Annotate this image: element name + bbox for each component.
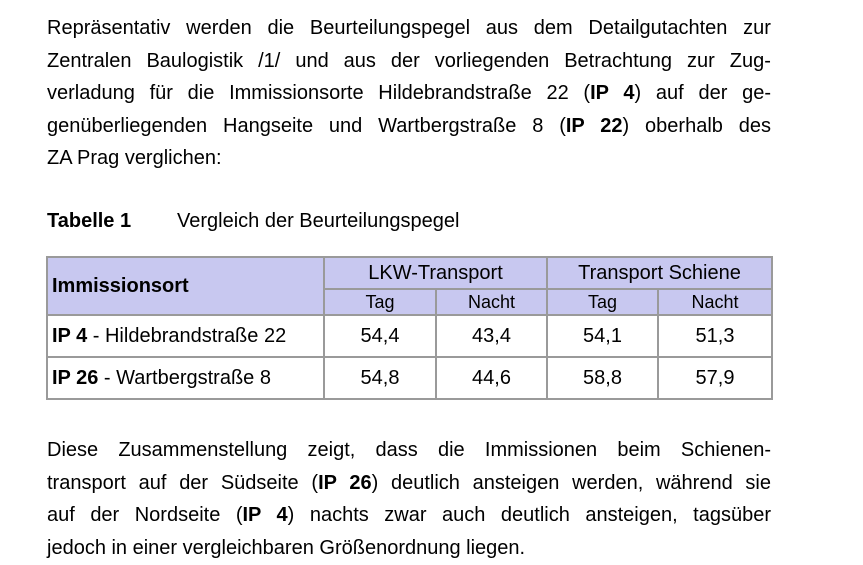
table-row <box>47 315 772 357</box>
header-transport-schiene: Transport Schiene <box>547 257 772 289</box>
intro-line-1 <box>47 12 771 45</box>
table-caption-label: Tabelle 1 <box>47 210 132 232</box>
subheader-lkw-tag: Tag <box>324 289 436 315</box>
word: dem <box>533 17 573 39</box>
word: Betrachtung <box>564 49 673 72</box>
word: werden <box>186 17 252 39</box>
text-run: ) deutlich ansteigen werden, während sie <box>371 471 772 494</box>
conclusion-line-4: jedoch in einer vergleichbaren Größenordnung liegen. <box>47 536 526 559</box>
intro-line-5: ZA Prag verglichen: <box>47 147 222 169</box>
word: zur <box>687 49 715 72</box>
cell-value: 57,9 <box>658 357 772 399</box>
cell-value: 44,6 <box>436 357 547 399</box>
row-name: - Hildebrandstraße 22 <box>87 324 287 347</box>
word: Schienen- <box>680 439 771 461</box>
word: Diese <box>47 439 99 461</box>
word: Immissionen <box>484 439 598 461</box>
intro-paragraph <box>47 12 771 175</box>
row-label <box>47 315 324 357</box>
conclusion-line-2 <box>47 467 771 500</box>
word: und <box>295 49 329 72</box>
comparison-table <box>46 256 773 400</box>
word: der <box>390 49 420 72</box>
cell-value: 54,8 <box>324 357 436 399</box>
cell-value: 54,4 <box>324 315 436 357</box>
cell-value: 43,4 <box>436 315 547 357</box>
word: Beurteilungspegel <box>309 17 471 39</box>
text-run: ) nachts zwar auch deutlich ansteigen, tagsüber <box>287 504 771 526</box>
subheader-schiene-nacht: Nacht <box>658 289 772 315</box>
conclusion-line-3 <box>47 499 771 532</box>
text-run: ) auf der ge- <box>634 82 772 104</box>
intro-line-3 <box>47 77 771 110</box>
text-run: transport auf der Südseite ( <box>47 471 319 494</box>
subheader-lkw-nacht: Nacht <box>436 289 547 315</box>
text-run: ) oberhalb des <box>622 114 771 137</box>
conclusion-line-1 <box>47 434 771 467</box>
row-label <box>47 357 324 399</box>
text-run: auf der Nordseite ( <box>47 504 243 526</box>
ref-ip26: IP 26 <box>318 471 372 494</box>
table-caption-title: Vergleich der Beurteilungspegel <box>177 210 460 232</box>
ref-ip4: IP 4 <box>242 504 288 526</box>
intro-line-2 <box>47 45 771 78</box>
word: aus <box>485 17 519 39</box>
word: Zentralen <box>47 49 132 72</box>
word: vorliegenden <box>434 49 550 72</box>
word: dass <box>375 439 418 461</box>
table-caption <box>47 207 459 235</box>
word: aus <box>343 49 376 72</box>
word: /1/ <box>258 49 281 72</box>
header-lkw-transport: LKW-Transport <box>324 257 547 289</box>
word: zur <box>743 17 771 39</box>
word: die <box>437 439 465 461</box>
word: Baulogistik <box>146 49 244 72</box>
cell-value: 58,8 <box>547 357 658 399</box>
conclusion-paragraph <box>47 434 771 564</box>
text-run: genüberliegenden Hangseite und Wartbergstraße 8 ( <box>47 114 566 137</box>
intro-line-4 <box>47 110 771 143</box>
ref-ip4: IP 4 <box>590 82 635 104</box>
text-run: verladung für die Immissionsorte Hildebrandstraße 22 ( <box>47 82 591 104</box>
word: Repräsentativ <box>47 17 171 39</box>
word: Zug- <box>729 49 771 72</box>
subheader-schiene-tag: Tag <box>547 289 658 315</box>
word: beim <box>617 439 661 461</box>
table-row <box>47 357 772 399</box>
ref-ip22: IP 22 <box>565 114 623 137</box>
cell-value: 54,1 <box>547 315 658 357</box>
word: Zusammenstellung <box>118 439 288 461</box>
word: Detailgutachten <box>588 17 728 39</box>
word: zeigt, <box>307 439 356 461</box>
row-id: IP 26 <box>52 366 99 389</box>
row-id: IP 4 <box>52 324 88 347</box>
header-immissionsort: Immissionsort <box>47 257 324 315</box>
word: die <box>267 17 295 39</box>
cell-value: 51,3 <box>658 315 772 357</box>
row-name: - Wartbergstraße 8 <box>98 366 271 389</box>
